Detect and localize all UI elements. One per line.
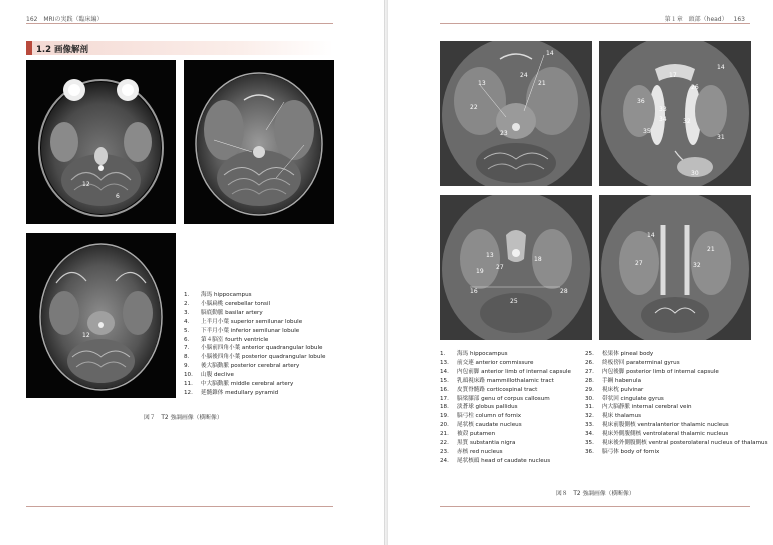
legend-item [585, 412, 768, 421]
legend-text: 脳梁膝部 genu of corpus callosum [457, 395, 550, 402]
legend-text: 視床外側腹側核 ventrolateral thalamic nucleus [602, 431, 729, 438]
legend-item [585, 368, 768, 377]
right-page-number: 163 [733, 16, 745, 23]
image1-label-12: 12 [82, 181, 90, 188]
mri-image-r2-svg [599, 41, 751, 186]
legend-item [440, 395, 571, 404]
r1-label-14: 14 [546, 50, 554, 57]
legend-number: 12. [184, 389, 193, 396]
legend-text: 皮質脊髄路 corticospinal tract [457, 386, 538, 393]
legend-item [440, 403, 571, 412]
legend-number: 21. [440, 431, 449, 438]
mri-image-r1-svg [440, 41, 592, 186]
legend-text: 内大脳静脈 internal cerebral vein [602, 404, 692, 411]
legend-text: 視床後外側腹側核 ventral posterolateral nucleus of thalamus [602, 440, 768, 447]
legend-item [184, 353, 325, 362]
legend-item [184, 327, 325, 336]
legend-item [184, 380, 325, 389]
legend-text: 海馬 hippocampus [457, 351, 508, 357]
legend-number: 2. [184, 300, 190, 307]
legend-item [585, 448, 768, 457]
legend-item [585, 395, 768, 404]
legend-text: 上半月小葉 superior semilunar lobule [201, 318, 303, 325]
legend-text: 淡蒼球 globus pallidus [457, 404, 518, 411]
legend-number: 31. [585, 404, 594, 411]
image1-label-6: 6 [116, 193, 120, 200]
legend-number: 10. [184, 372, 193, 379]
left-page [0, 0, 385, 545]
legend-item [440, 377, 571, 386]
mri-image-cerebellum-svg [184, 60, 334, 224]
mri-image-commissure-level [440, 195, 592, 340]
left-header-rule [26, 23, 333, 24]
legend-text: 下半月小葉 inferior semilunar lobule [201, 327, 300, 334]
legend-number: 35. [585, 440, 594, 447]
right-page [388, 0, 773, 545]
legend-number: 11. [184, 381, 193, 388]
mri-image-r3-svg [440, 195, 592, 340]
r1-label-23: 23 [500, 130, 508, 137]
r1-label-13: 13 [478, 80, 486, 87]
legend-item [440, 448, 571, 457]
r1-label-24: 24 [520, 72, 528, 79]
legend-number: 6. [184, 336, 190, 343]
legend-text: 小脳後四角小葉 posterior quadrangular lobule [201, 354, 326, 361]
legend-number: 17. [440, 395, 449, 402]
r3-label-13: 13 [486, 252, 494, 259]
figure8-caption: 図８ T2 強調画像（横断像） [556, 491, 635, 497]
mri-image-r4-svg [599, 195, 751, 340]
legend-item [440, 430, 571, 439]
legend-text: 小脳前四角小葉 anterior quadrangular lobule [201, 345, 323, 352]
legend-item [585, 439, 768, 448]
legend-text: 海馬 hippocampus [201, 292, 252, 298]
r2-label-36: 36 [637, 98, 645, 105]
right-legend-list-col1 [440, 350, 571, 466]
legend-item [585, 430, 768, 439]
legend-item [440, 412, 571, 421]
legend-text: 終板傍回 paraterminal gyrus [602, 359, 680, 366]
r2-label-35: 35 [643, 128, 651, 135]
legend-item [585, 377, 768, 386]
chapter-label: 第１章 [664, 16, 683, 23]
legend-text: 脳底動脈 basilar artery [201, 309, 263, 316]
legend-text: 被殻 putamen [457, 431, 496, 438]
legend-number: 9. [184, 363, 190, 370]
section-heading [26, 41, 333, 55]
left-running-header [26, 14, 107, 23]
legend-number: 34. [585, 431, 594, 438]
r3-label-19: 19 [476, 268, 484, 275]
legend-item [440, 421, 571, 430]
r4-label-27: 27 [635, 260, 643, 267]
legend-text: 内包後脚 posterior limb of internal capsule [602, 368, 719, 375]
legend-number: 19. [440, 413, 449, 420]
legend-text: 視床枕 pulvinar [602, 386, 644, 393]
legend-item [184, 291, 325, 300]
legend-item [184, 336, 325, 345]
mri-image-cerebellum-level [184, 60, 334, 224]
r4-label-14: 14 [647, 232, 655, 239]
mri-image-midbrain-level [26, 233, 176, 398]
legend-item [585, 403, 768, 412]
mri-image-thalamus-level [599, 41, 751, 186]
legend-number: 26. [585, 359, 594, 366]
legend-item [184, 389, 325, 398]
left-page-number: 162 [26, 16, 38, 23]
image3-label-12: 12 [82, 332, 90, 339]
right-legend-list-col2 [585, 350, 768, 457]
legend-text: 小脳扁桃 cerebellar tonsil [201, 300, 271, 307]
legend-item [585, 359, 768, 368]
r2-label-30: 30 [691, 170, 699, 177]
legend-number: 7. [184, 345, 190, 352]
legend-text: 後大脳動脈 posterior cerebral artery [201, 363, 300, 370]
legend-number: 29. [585, 386, 594, 393]
legend-item [440, 350, 571, 359]
legend-number: 20. [440, 422, 449, 429]
mri-image-orbits-svg [26, 60, 176, 224]
legend-text: 中大脳動脈 middle cerebral artery [201, 381, 294, 388]
legend-number: 1. [440, 351, 446, 357]
legend-text: 尾状核頭 head of caudate nucleus [457, 457, 551, 464]
legend-text: 手綱 habenula [602, 377, 642, 384]
legend-text: 視床前腹側核 ventralanterior thalamic nucleus [602, 422, 729, 429]
r3-label-28: 28 [560, 288, 568, 295]
legend-item [440, 386, 571, 395]
left-legend-list [184, 291, 325, 398]
legend-number: 30. [585, 395, 594, 402]
legend-text: 脳弓体 body of fornix [602, 448, 660, 455]
legend-text: 延髄錐体 medullary pyramid [201, 389, 279, 396]
legend-item [585, 350, 768, 359]
legend-item [184, 362, 325, 371]
legend-number: 27. [585, 368, 594, 375]
legend-number: 28. [585, 377, 594, 384]
r1-label-22: 22 [470, 104, 478, 111]
legend-text: 脳弓柱 column of fornix [457, 413, 522, 420]
legend-number: 18. [440, 404, 449, 411]
legend-item [585, 421, 768, 430]
r1-label-21: 21 [538, 80, 546, 87]
legend-item [184, 300, 325, 309]
mri-image-basal-ganglia-lower [440, 41, 592, 186]
right-running-header [665, 14, 749, 23]
legend-number: 5. [184, 327, 190, 334]
legend-number: 36. [585, 448, 594, 455]
legend-number: 24. [440, 457, 449, 464]
legend-item [184, 318, 325, 327]
book-title: MRIの実践（臨床編） [43, 16, 103, 23]
mri-image-midbrain-svg [26, 233, 176, 398]
legend-number: 3. [184, 309, 190, 316]
legend-number: 13. [440, 359, 449, 366]
r4-label-21: 21 [707, 246, 715, 253]
legend-item [184, 344, 325, 353]
r2-label-34: 34 [659, 116, 667, 123]
mri-image-orbits-level [26, 60, 176, 224]
section-title: 1.2 画像解剖 [36, 45, 89, 55]
legend-text: 前交連 anterior commissure [457, 359, 534, 366]
r4-label-32: 32 [693, 262, 701, 269]
legend-text: 視床 thalamus [602, 413, 642, 420]
legend-number: 14. [440, 368, 449, 375]
legend-number: 15. [440, 377, 449, 384]
legend-text: 山腹 declive [201, 372, 234, 379]
legend-number: 23. [440, 448, 449, 455]
legend-item [585, 386, 768, 395]
legend-number: 25. [585, 351, 594, 357]
r3-label-16: 16 [470, 288, 478, 295]
r2-label-14: 14 [717, 64, 725, 71]
legend-number: 22. [440, 440, 449, 447]
section-marker [26, 41, 32, 55]
r2-label-31: 31 [717, 134, 725, 141]
right-header-rule [440, 23, 750, 24]
r2-label-32: 32 [683, 118, 691, 125]
right-footer-rule [440, 506, 750, 507]
r2-label-33: 33 [659, 106, 667, 113]
legend-number: 32. [585, 413, 594, 420]
mri-image-internal-capsule-level [599, 195, 751, 340]
legend-number: 33. [585, 422, 594, 429]
legend-text: 内包前脚 anterior limb of internal capsule [457, 368, 571, 375]
legend-text: 帯状回 cingulate gyrus [602, 395, 664, 402]
r2-label-26: 26 [691, 84, 699, 91]
r2-label-17: 17 [669, 72, 677, 79]
legend-text: 黒質 substantia nigra [457, 440, 516, 447]
legend-number: 8. [184, 354, 190, 361]
legend-item [440, 439, 571, 448]
legend-text: 乳頭視床路 mammillothalamic tract [457, 377, 554, 384]
region-label: 頭部（head） [688, 16, 728, 23]
legend-number: 1. [184, 292, 190, 298]
legend-text: 第４脳室 fourth ventricle [201, 336, 269, 343]
r3-label-27: 27 [496, 264, 504, 271]
legend-number: 16. [440, 386, 449, 393]
figure7-caption: 図７ T2 強調画像（横断像） [144, 415, 223, 421]
r3-label-25: 25 [510, 298, 518, 305]
legend-item [440, 359, 571, 368]
legend-item [184, 309, 325, 318]
left-footer-rule [26, 506, 333, 507]
legend-number: 4. [184, 318, 190, 325]
legend-item [440, 368, 571, 377]
legend-item [184, 371, 325, 380]
legend-text: 赤核 red nucleus [457, 448, 503, 455]
legend-text: 尾状核 caudate nucleus [457, 422, 522, 429]
r3-label-18: 18 [534, 256, 542, 263]
legend-text: 松果体 pineal body [602, 351, 654, 357]
legend-item [440, 457, 571, 466]
